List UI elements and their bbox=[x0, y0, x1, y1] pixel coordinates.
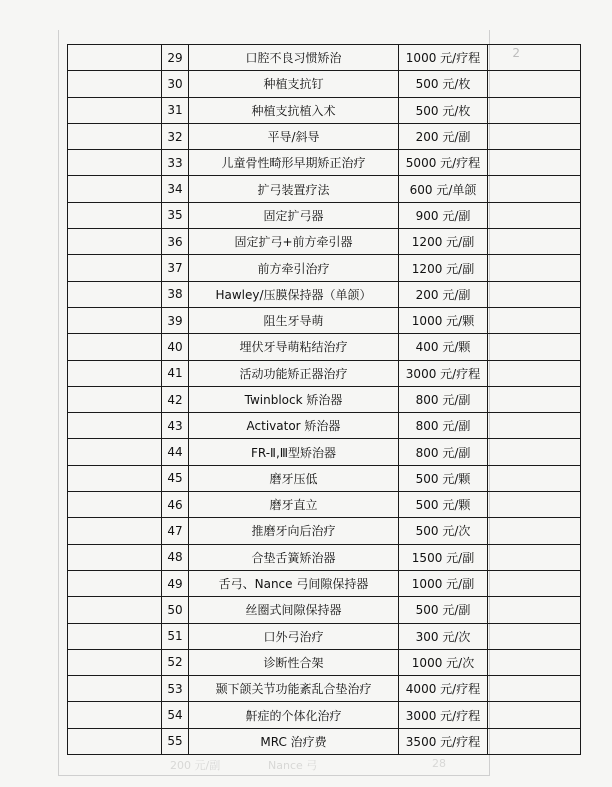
item-number: 36 bbox=[162, 229, 189, 255]
item-price: 800 元/副 bbox=[399, 413, 488, 439]
blank-cell bbox=[68, 229, 162, 255]
item-price: 200 元/副 bbox=[399, 281, 488, 307]
blank-cell bbox=[488, 439, 581, 465]
blank-cell bbox=[68, 360, 162, 386]
blank-cell bbox=[488, 202, 581, 228]
blank-cell bbox=[488, 386, 581, 412]
table-row bbox=[68, 229, 581, 255]
table-row bbox=[68, 360, 581, 386]
blank-cell bbox=[488, 702, 581, 728]
item-number: 47 bbox=[162, 518, 189, 544]
table-row bbox=[68, 334, 581, 360]
item-price: 1000 元/副 bbox=[399, 570, 488, 596]
table-row bbox=[68, 150, 581, 176]
item-name: 合垫舌簧矫治器 bbox=[189, 544, 399, 570]
table-row bbox=[68, 518, 581, 544]
table-row bbox=[68, 71, 581, 97]
table-row bbox=[68, 544, 581, 570]
blank-cell bbox=[68, 518, 162, 544]
blank-cell bbox=[68, 492, 162, 518]
item-number: 30 bbox=[162, 71, 189, 97]
blank-cell bbox=[488, 465, 581, 491]
item-price: 400 元/颗 bbox=[399, 334, 488, 360]
item-name: FR-Ⅱ,Ⅲ型矫治器 bbox=[189, 439, 399, 465]
item-price: 500 元/枚 bbox=[399, 97, 488, 123]
item-price: 300 元/次 bbox=[399, 623, 488, 649]
item-name: 颞下颌关节功能紊乱合垫治疗 bbox=[189, 676, 399, 702]
item-price: 500 元/次 bbox=[399, 518, 488, 544]
blank-cell bbox=[488, 150, 581, 176]
table-row bbox=[68, 413, 581, 439]
item-price: 1000 元/次 bbox=[399, 649, 488, 675]
blank-cell bbox=[68, 307, 162, 333]
blank-cell bbox=[488, 570, 581, 596]
blank-cell bbox=[68, 702, 162, 728]
item-price: 1000 元/疗程 bbox=[399, 45, 488, 71]
item-name: 埋伏牙导萌粘结治疗 bbox=[189, 334, 399, 360]
item-price: 600 元/单颌 bbox=[399, 176, 488, 202]
item-name: 种植支抗钉 bbox=[189, 71, 399, 97]
item-name: Hawley/压膜保持器（单颌） bbox=[189, 281, 399, 307]
blank-cell bbox=[68, 465, 162, 491]
item-number: 49 bbox=[162, 570, 189, 596]
bleed-through-price: 200 元/副 bbox=[170, 759, 221, 772]
blank-cell bbox=[488, 281, 581, 307]
item-name: 固定扩弓器 bbox=[189, 202, 399, 228]
blank-cell bbox=[68, 544, 162, 570]
blank-cell bbox=[68, 45, 162, 71]
item-name: 平导/斜导 bbox=[189, 123, 399, 149]
table-row bbox=[68, 465, 581, 491]
item-number: 33 bbox=[162, 150, 189, 176]
blank-cell bbox=[488, 676, 581, 702]
blank-cell bbox=[488, 123, 581, 149]
blank-cell bbox=[488, 360, 581, 386]
blank-cell bbox=[68, 281, 162, 307]
blank-cell bbox=[68, 334, 162, 360]
item-name: 种植支抗植入术 bbox=[189, 97, 399, 123]
item-number: 43 bbox=[162, 413, 189, 439]
item-price: 1200 元/副 bbox=[399, 255, 488, 281]
item-name: 儿童骨性畸形早期矫正治疗 bbox=[189, 150, 399, 176]
table-row bbox=[68, 123, 581, 149]
item-price: 3500 元/疗程 bbox=[399, 728, 488, 754]
item-name: 丝圈式间隙保持器 bbox=[189, 597, 399, 623]
item-number: 37 bbox=[162, 255, 189, 281]
item-price: 4000 元/疗程 bbox=[399, 676, 488, 702]
item-price: 5000 元/疗程 bbox=[399, 150, 488, 176]
blank-cell bbox=[68, 386, 162, 412]
item-price: 1500 元/副 bbox=[399, 544, 488, 570]
item-number: 55 bbox=[162, 728, 189, 754]
table-row bbox=[68, 386, 581, 412]
item-number: 53 bbox=[162, 676, 189, 702]
blank-cell bbox=[488, 518, 581, 544]
item-name: MRC 治疗费 bbox=[189, 728, 399, 754]
table-row bbox=[68, 307, 581, 333]
blank-cell bbox=[488, 492, 581, 518]
blank-cell bbox=[488, 413, 581, 439]
item-price: 1000 元/颗 bbox=[399, 307, 488, 333]
blank-cell bbox=[68, 123, 162, 149]
item-name: 扩弓装置疗法 bbox=[189, 176, 399, 202]
item-number: 50 bbox=[162, 597, 189, 623]
item-name: 磨牙直立 bbox=[189, 492, 399, 518]
bleed-through-line bbox=[58, 30, 59, 775]
item-number: 51 bbox=[162, 623, 189, 649]
table-row bbox=[68, 202, 581, 228]
blank-cell bbox=[488, 71, 581, 97]
blank-cell bbox=[68, 255, 162, 281]
item-name: 磨牙压低 bbox=[189, 465, 399, 491]
item-price: 500 元/颗 bbox=[399, 465, 488, 491]
item-number: 39 bbox=[162, 307, 189, 333]
blank-cell bbox=[68, 728, 162, 754]
table-row bbox=[68, 649, 581, 675]
blank-cell bbox=[488, 597, 581, 623]
item-number: 44 bbox=[162, 439, 189, 465]
bleed-through-number: 28 bbox=[432, 757, 446, 770]
item-number: 42 bbox=[162, 386, 189, 412]
item-number: 40 bbox=[162, 334, 189, 360]
blank-cell bbox=[488, 176, 581, 202]
item-name: Twinblock 矫治器 bbox=[189, 386, 399, 412]
bleed-through-line bbox=[58, 775, 490, 776]
table-row bbox=[68, 570, 581, 596]
item-price: 3000 元/疗程 bbox=[399, 702, 488, 728]
table-row bbox=[68, 439, 581, 465]
blank-cell bbox=[68, 597, 162, 623]
blank-cell bbox=[488, 97, 581, 123]
item-number: 54 bbox=[162, 702, 189, 728]
table-row bbox=[68, 281, 581, 307]
table-row bbox=[68, 676, 581, 702]
table-row bbox=[68, 702, 581, 728]
blank-cell bbox=[68, 649, 162, 675]
item-number: 32 bbox=[162, 123, 189, 149]
fee-table-body bbox=[68, 45, 581, 755]
item-name: 阻生牙导萌 bbox=[189, 307, 399, 333]
blank-cell bbox=[68, 413, 162, 439]
blank-cell bbox=[68, 176, 162, 202]
item-price: 900 元/副 bbox=[399, 202, 488, 228]
blank-cell bbox=[68, 150, 162, 176]
item-number: 46 bbox=[162, 492, 189, 518]
table-row bbox=[68, 97, 581, 123]
item-number: 31 bbox=[162, 97, 189, 123]
item-number: 29 bbox=[162, 45, 189, 71]
blank-cell bbox=[488, 728, 581, 754]
item-price: 500 元/副 bbox=[399, 597, 488, 623]
item-number: 38 bbox=[162, 281, 189, 307]
table-row bbox=[68, 597, 581, 623]
table-row bbox=[68, 623, 581, 649]
item-name: Activator 矫治器 bbox=[189, 413, 399, 439]
blank-cell bbox=[68, 71, 162, 97]
item-number: 52 bbox=[162, 649, 189, 675]
blank-cell bbox=[488, 229, 581, 255]
blank-cell bbox=[68, 202, 162, 228]
table-row bbox=[68, 176, 581, 202]
table-row bbox=[68, 492, 581, 518]
table-row bbox=[68, 255, 581, 281]
item-price: 500 元/枚 bbox=[399, 71, 488, 97]
item-name: 固定扩弓+前方牵引器 bbox=[189, 229, 399, 255]
blank-cell bbox=[488, 544, 581, 570]
item-number: 45 bbox=[162, 465, 189, 491]
item-name: 诊断性合架 bbox=[189, 649, 399, 675]
item-price: 1200 元/副 bbox=[399, 229, 488, 255]
blank-cell bbox=[68, 623, 162, 649]
item-name: 活动功能矫正器治疗 bbox=[189, 360, 399, 386]
item-name: 推磨牙向后治疗 bbox=[189, 518, 399, 544]
blank-cell bbox=[488, 334, 581, 360]
item-number: 48 bbox=[162, 544, 189, 570]
item-price: 200 元/副 bbox=[399, 123, 488, 149]
item-number: 34 bbox=[162, 176, 189, 202]
blank-cell bbox=[488, 649, 581, 675]
blank-cell bbox=[488, 45, 581, 71]
item-price: 3000 元/疗程 bbox=[399, 360, 488, 386]
blank-cell bbox=[488, 307, 581, 333]
item-name: 前方牵引治疗 bbox=[189, 255, 399, 281]
blank-cell bbox=[488, 623, 581, 649]
item-price: 800 元/副 bbox=[399, 386, 488, 412]
blank-cell bbox=[488, 255, 581, 281]
item-number: 41 bbox=[162, 360, 189, 386]
item-name: 舌弓、Nance 弓间隙保持器 bbox=[189, 570, 399, 596]
bleed-through-label: Nance 弓 bbox=[268, 759, 318, 772]
fee-table bbox=[67, 44, 581, 755]
item-name: 口外弓治疗 bbox=[189, 623, 399, 649]
page-number: 2 bbox=[512, 46, 520, 60]
item-price: 800 元/副 bbox=[399, 439, 488, 465]
blank-cell bbox=[68, 570, 162, 596]
table-row bbox=[68, 728, 581, 754]
blank-cell bbox=[68, 97, 162, 123]
item-price: 500 元/颗 bbox=[399, 492, 488, 518]
item-number: 35 bbox=[162, 202, 189, 228]
item-name: 口腔不良习惯矫治 bbox=[189, 45, 399, 71]
blank-cell bbox=[68, 439, 162, 465]
blank-cell bbox=[68, 676, 162, 702]
table-row bbox=[68, 45, 581, 71]
item-name: 鼾症的个体化治疗 bbox=[189, 702, 399, 728]
